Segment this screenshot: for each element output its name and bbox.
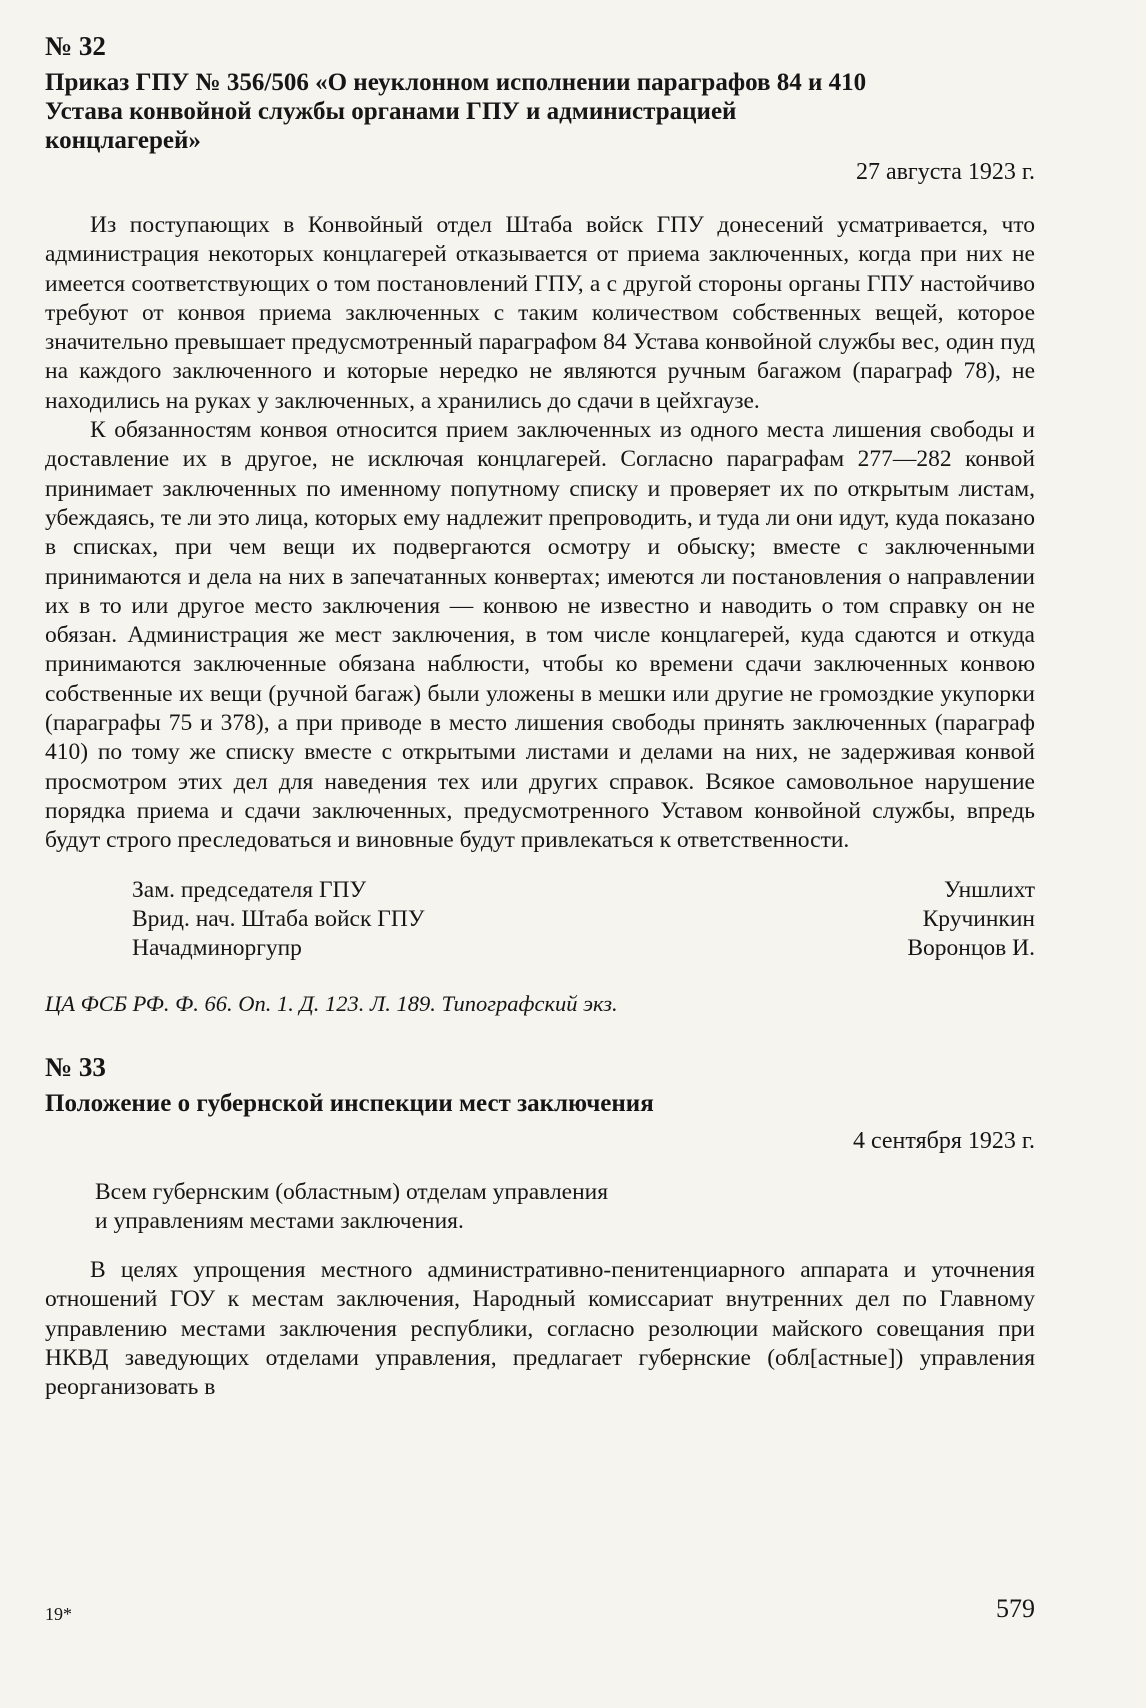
signature-row xyxy=(45,934,1035,963)
address-line-1: Всем губернским (областным) отделам управления xyxy=(95,1178,609,1205)
signature-name: Воронцов И. xyxy=(907,934,1035,961)
doc33-address xyxy=(45,1178,1035,1237)
signature-row xyxy=(45,905,1035,934)
doc33-title: Положение о губернской инспекции мест заключения xyxy=(45,1089,654,1117)
signature-mark: 19* xyxy=(45,1604,72,1624)
doc32-date: 27 августа 1923 г. xyxy=(855,159,1035,185)
doc33-paragraph-1: В целях упрощения местного административно-пенитенциарного аппарата и уточнения отношений ГОУ к местам заключения, Народный комиссариат внутренних дел по Главному управлению местами заключения республики, согласно резолюции майского совещания при НКВД заведующих отделами управления, предлагает губернские (обл[астные]) управления реорганизовать в xyxy=(45,1257,1035,1401)
signature-name: Кручинкин xyxy=(922,905,1035,932)
document-page xyxy=(45,28,1035,1403)
doc32-signatures xyxy=(45,876,1035,963)
page-number: 579 xyxy=(996,1594,1035,1623)
doc33-block xyxy=(45,1049,1035,1403)
doc32-paragraph-2: К обязанностям конвоя относится прием заключенных из одного места лишения свободы и доставление их в другое, не исключая концлагерей. Согласно параграфам 277—282 конвой принимает заключенных по именному попутному списку и проверяет их по открытым листам, убеждаясь, те ли это лица, которых ему надлежит препроводить, и туда ли они идут, куда показано в списках, при чем вещи их подвергаются осмотру и обыску; вместе с заключенными принимаются и дела на них в запечатанных конвертах; имеются ли постановления о направлении их в то или другое место заключения — конвою не известно и наводить о том справку он не обязан. Администрация же мест заключения, в том числе концлагерей, куда сдаются и откуда принимаются заключенные обязана наблюсти, чтобы ко времени сдачи заключенных конвою собственные их вещи (ручной багаж) были уложены в мешки или другие не громоздкие укупорки (параграфы 75 и 378), а при приводе в место лишения свободы принять заключенных (параграф 410) по тому же списку вместе с открытыми листами и делами на них, не задерживая конвой просмотром этих дел для наведения тех или других справок. Всякое самовольное нарушение порядка приема и сдачи заключенных, предусмотренного Уставом конвойной службы, впредь будут строго преследоваться и виновные будут привлекаться к ответственности. xyxy=(45,417,1035,854)
signature-row xyxy=(45,876,1035,905)
signature-position: Начадминоргупр xyxy=(132,934,302,961)
doc32-number: № 32 xyxy=(45,31,106,61)
doc33-date: 4 сентября 1923 г. xyxy=(852,1127,1035,1154)
signature-name: Уншлихт xyxy=(944,876,1035,903)
doc33-number: № 33 xyxy=(45,1051,106,1082)
address-line-2: и управлениям местами заключения. xyxy=(95,1207,464,1234)
signature-position: Врид. нач. Штаба войск ГПУ xyxy=(132,905,425,932)
signature-position: Зам. председателя ГПУ xyxy=(132,876,367,903)
doc32-source-citation: ЦА ФСБ РФ. Ф. 66. Оп. 1. Д. 123. Л. 189. Типографский экз. xyxy=(45,990,618,1016)
doc32-paragraph-1: Из поступающих в Конвойный отдел Штаба войск ГПУ донесений усматривается, что администрация некоторых концлагерей отказывается от приема заключенных, когда при них не имеется соответствующих о том постановлений ГПУ, а с другой стороны органы ГПУ настойчиво требуют от конвоя приема заключенных с таким количеством собственных вещей, которое значительно превышает предусмотренный параграфом 84 Устава конвойной службы вес, один пуд на каждого заключенного и которые нередко не являются ручным багажом (параграф 78), не находились на руках у заключенных, а хранились до сдачи в цейхгаузе. xyxy=(45,212,1035,414)
doc32-title: Приказ ГПУ № 356/506 «О неуклонном исполнении параграфов 84 и 410 Устава конвойной службы органами ГПУ и администрацией концлагерей» xyxy=(45,69,867,154)
